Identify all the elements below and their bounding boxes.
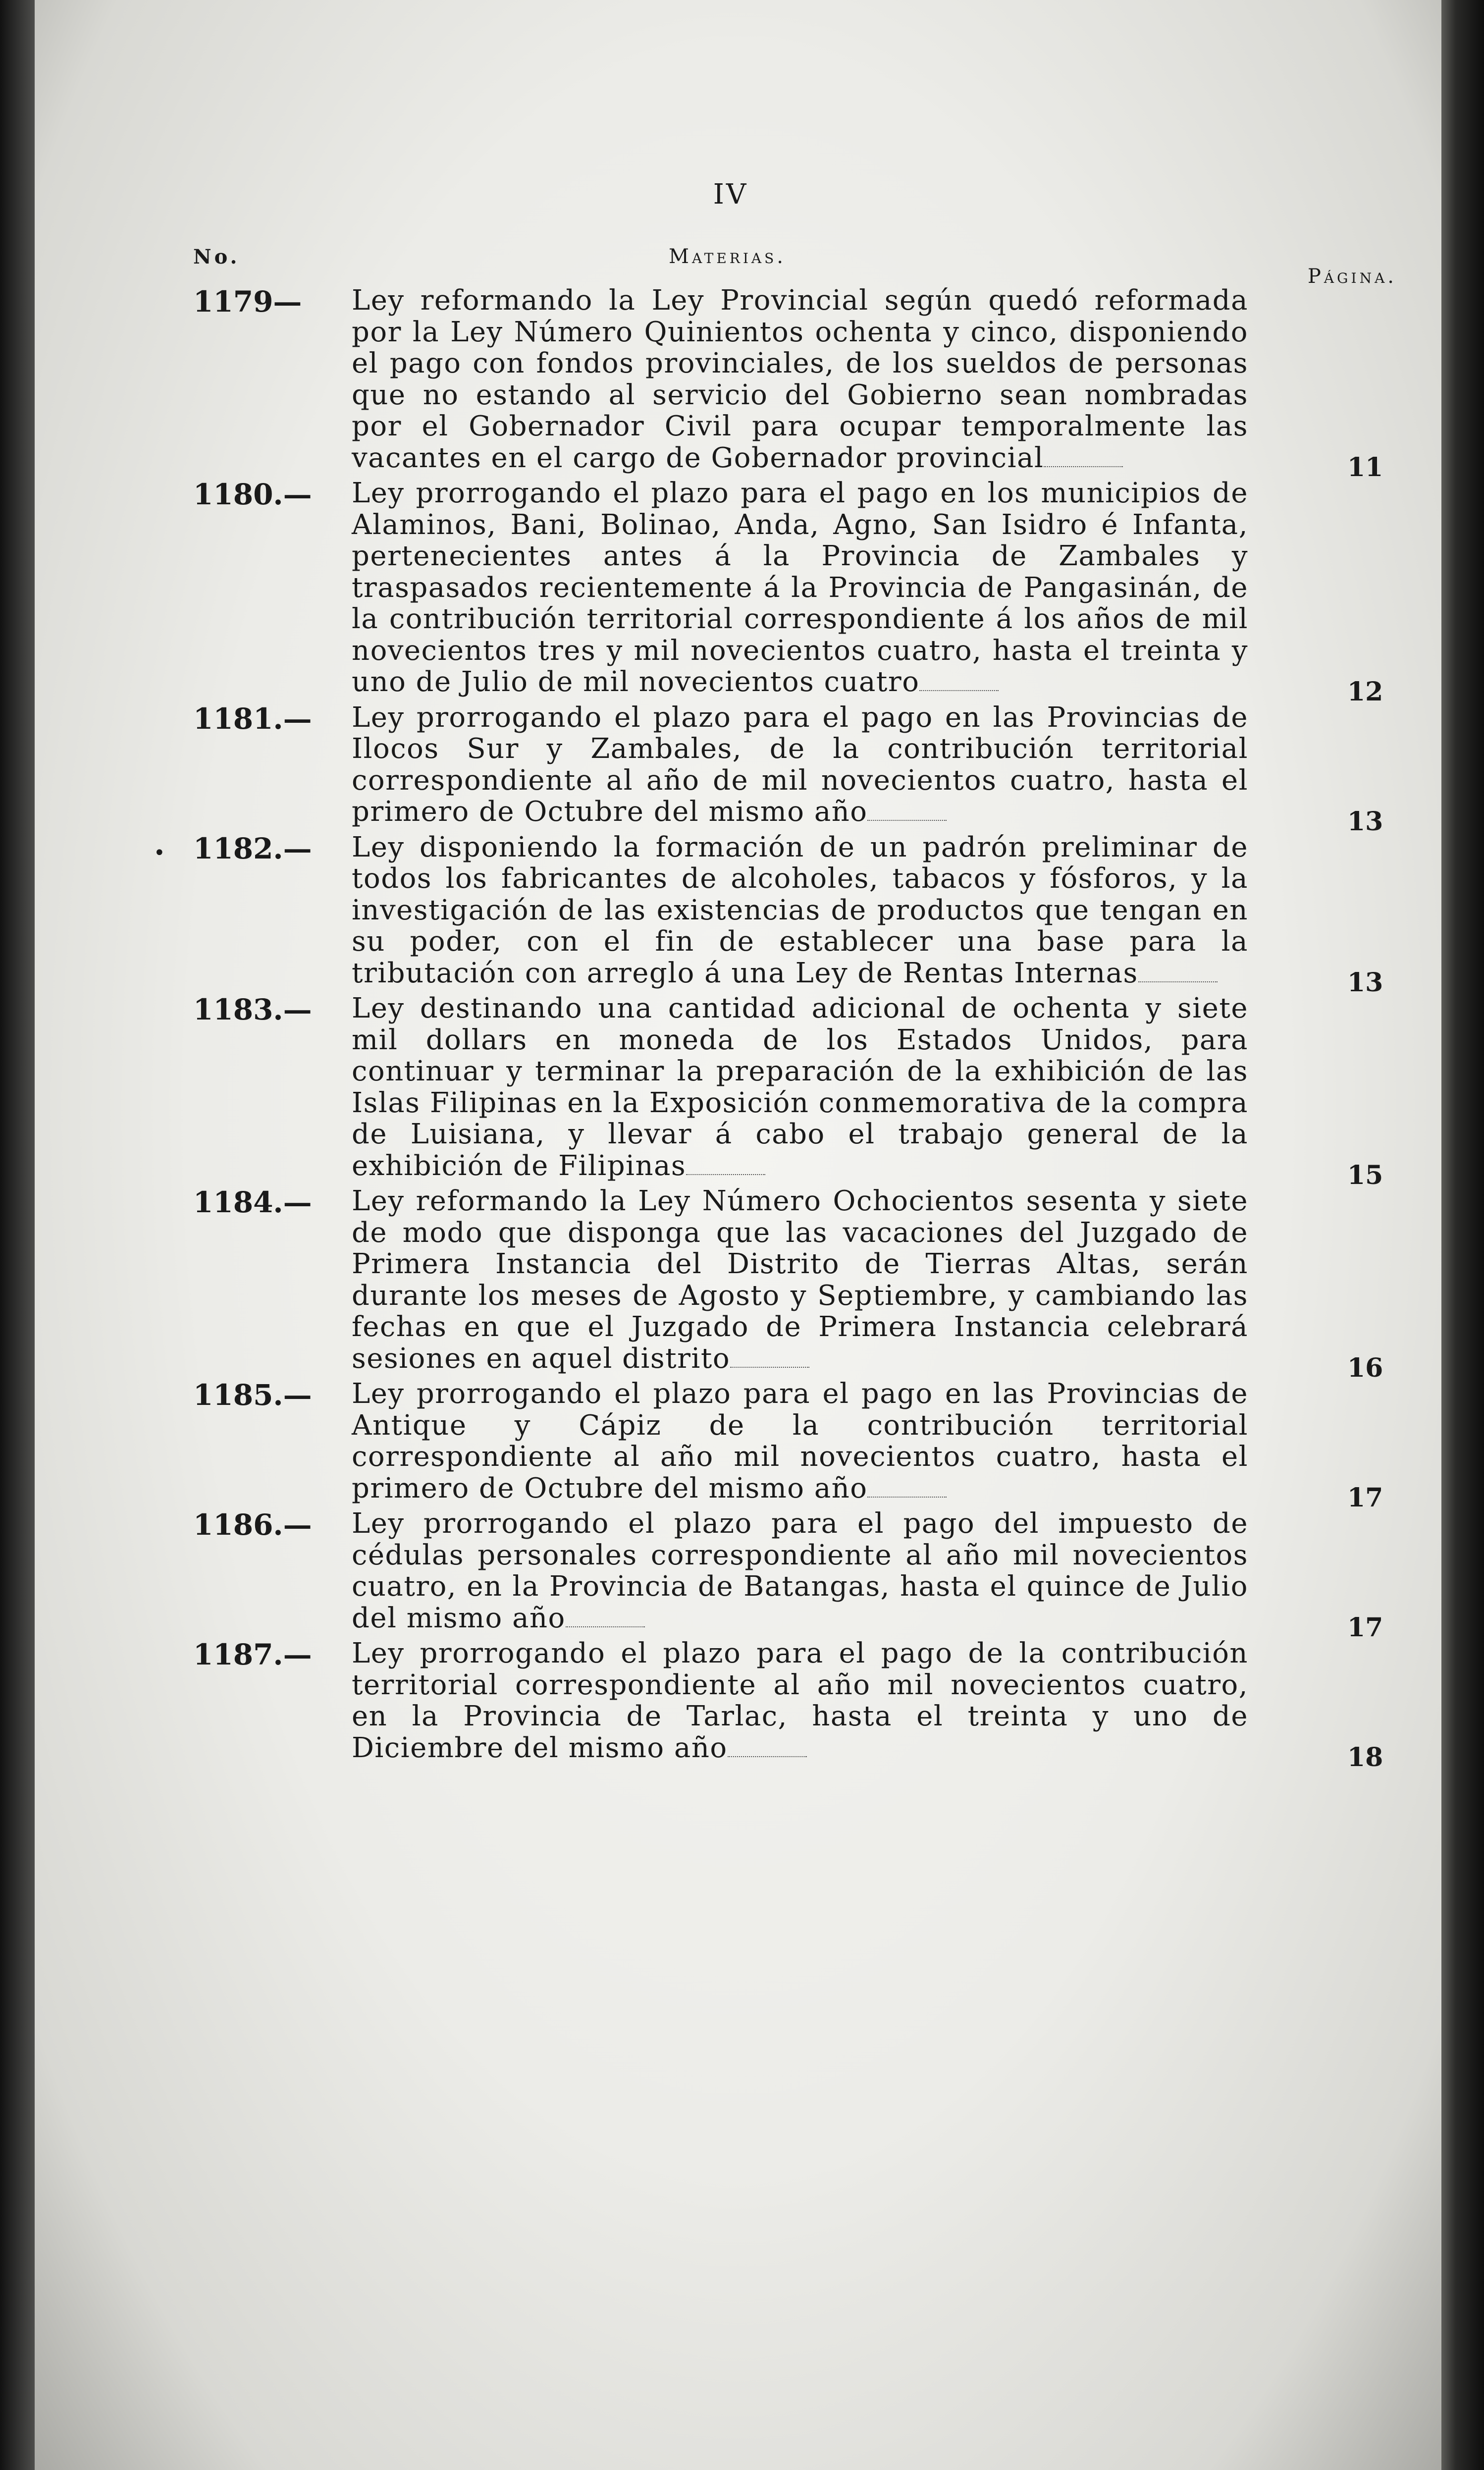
- entry-page: 17: [1347, 1483, 1383, 1513]
- entry-number: 1180.—: [193, 478, 312, 511]
- entry-text: Ley disponiendo la formación de un padrón preliminar de todos los fabricantes de alcoholes, tabacos y fósforos, y la investigación de las existencias de productos que tengan en su poder, con el fin de establecer una base para la tributación con arreglo á una Ley de Rentas Internas: [352, 831, 1248, 989]
- header-pagina: Página.: [1308, 265, 1397, 288]
- index-entry: [193, 284, 1422, 483]
- entry-page: 11: [1347, 452, 1383, 483]
- entry-number: 1181.—: [193, 701, 312, 736]
- entry-text: Ley reformando la Ley Provincial según quedó reformada por la Ley Número Quinientos ochenta y cinco, disponiendo el pago con fondos provinciales, de los sueldos de personas que no estando al servicio del Gobierno sean nombradas por el Gobernador Civil para ocupar temporalmente las vacantes en el cargo de Gobernador provincial: [352, 284, 1248, 474]
- index-entry: [193, 1185, 1422, 1383]
- entry-text: Ley reformando la Ley Número Ochocientos sesenta y siete de modo que disponga que las vacaciones del Juzgado de Primera Instancia del Distrito de Tierras Altas, serán durante los meses de Agosto y Septiembre, y cambiando las fechas en que el Juzgado de Primera Instancia celebrará sesiones en aquel distrito: [352, 1185, 1248, 1375]
- entry-page: 13: [1347, 806, 1383, 837]
- margin-mark: •: [154, 841, 165, 864]
- entry-page: 15: [1347, 1160, 1383, 1190]
- entry-number: 1185.—: [193, 1378, 312, 1412]
- entry-page: 12: [1347, 676, 1383, 707]
- entry-text: Ley prorrogando el plazo para el pago en las Provincias de Ilocos Sur y Zambales, de la contribución territorial correspondiente al año de mil novecientos cuatro, hasta el primero de Octubre del mismo año: [352, 701, 1248, 828]
- index-entry: [193, 1507, 1422, 1643]
- entry-page: 17: [1347, 1612, 1383, 1643]
- entry-text: Ley prorrogando el plazo para el pago en los municipios de Alaminos, Bani, Bolinao, Anda, Agno, San Isidro é Infanta, pertenecientes antes á la Provincia de Zambales y traspasados recientemente á la Provincia de Pangasinán, de la contribución territorial correspondiente á los años de mil novecientos tres y mil novecientos cuatro, hasta el treinta y uno de Julio de mil novecientos cuatro: [352, 477, 1248, 698]
- entry-text: Ley prorrogando el plazo para el pago en las Provincias de Antique y Cápiz de la contribución territorial correspondiente al año mil novecientos cuatro, hasta el primero de Octubre del mismo año: [352, 1378, 1248, 1504]
- entry-number: 1186.—: [193, 1508, 312, 1542]
- dot-leader: [686, 1168, 765, 1175]
- document-page: [35, 0, 1441, 2470]
- index-entry: [193, 1637, 1422, 1772]
- index-entry: [193, 477, 1422, 707]
- entry-page: 18: [1347, 1742, 1383, 1772]
- scan-edge-right: [1437, 0, 1484, 2470]
- entry-number: 1187.—: [193, 1638, 312, 1671]
- dot-leader: [1044, 460, 1123, 467]
- dot-leader: [867, 814, 947, 821]
- dot-leader: [919, 684, 999, 691]
- entry-page: 16: [1347, 1353, 1383, 1383]
- dot-leader: [728, 1750, 807, 1757]
- entry-text: Ley prorrogando el plazo para el pago del impuesto de cédulas personales correspondiente al año mil novecientos cuatro, en la Provincia de Batangas, hasta el quince de Julio del mismo año: [352, 1507, 1248, 1634]
- entry-text: Ley destinando una cantidad adicional de ochenta y siete mil dollars en moneda de los Estados Unidos, para continuar y terminar la preparación de la exhibición de las Islas Filipinas en la Exposición conmemorativa de la compra de Luisiana, y llevar á cabo el trabajo general de la exhibición de Filipinas: [352, 992, 1248, 1182]
- entry-number: 1182.—: [193, 831, 312, 865]
- header-materias: Materias.: [669, 245, 787, 268]
- header-no: No.: [193, 245, 240, 268]
- index-entry: [154, 831, 1422, 998]
- index-entry: [193, 1378, 1422, 1513]
- dot-leader: [566, 1620, 645, 1627]
- entry-number: 1183.—: [193, 993, 312, 1026]
- index-entry: [193, 992, 1422, 1190]
- index-page: [154, 178, 1422, 1772]
- entry-text: Ley prorrogando el plazo para el pago de la contribución territorial correspondiente al año mil novecientos cuatro, en la Provincia de Tarlac, hasta el treinta y uno de Diciembre del mismo año: [352, 1637, 1248, 1764]
- entry-number: 1184.—: [193, 1185, 312, 1219]
- dot-leader: [730, 1361, 809, 1368]
- column-headers: [193, 230, 1422, 288]
- dot-leader: [867, 1491, 947, 1498]
- index-entry: [193, 701, 1422, 837]
- dot-leader: [1138, 975, 1218, 982]
- entry-page: 13: [1347, 967, 1383, 998]
- entry-number: 1179—: [193, 285, 302, 319]
- page-folio: IV: [713, 178, 748, 211]
